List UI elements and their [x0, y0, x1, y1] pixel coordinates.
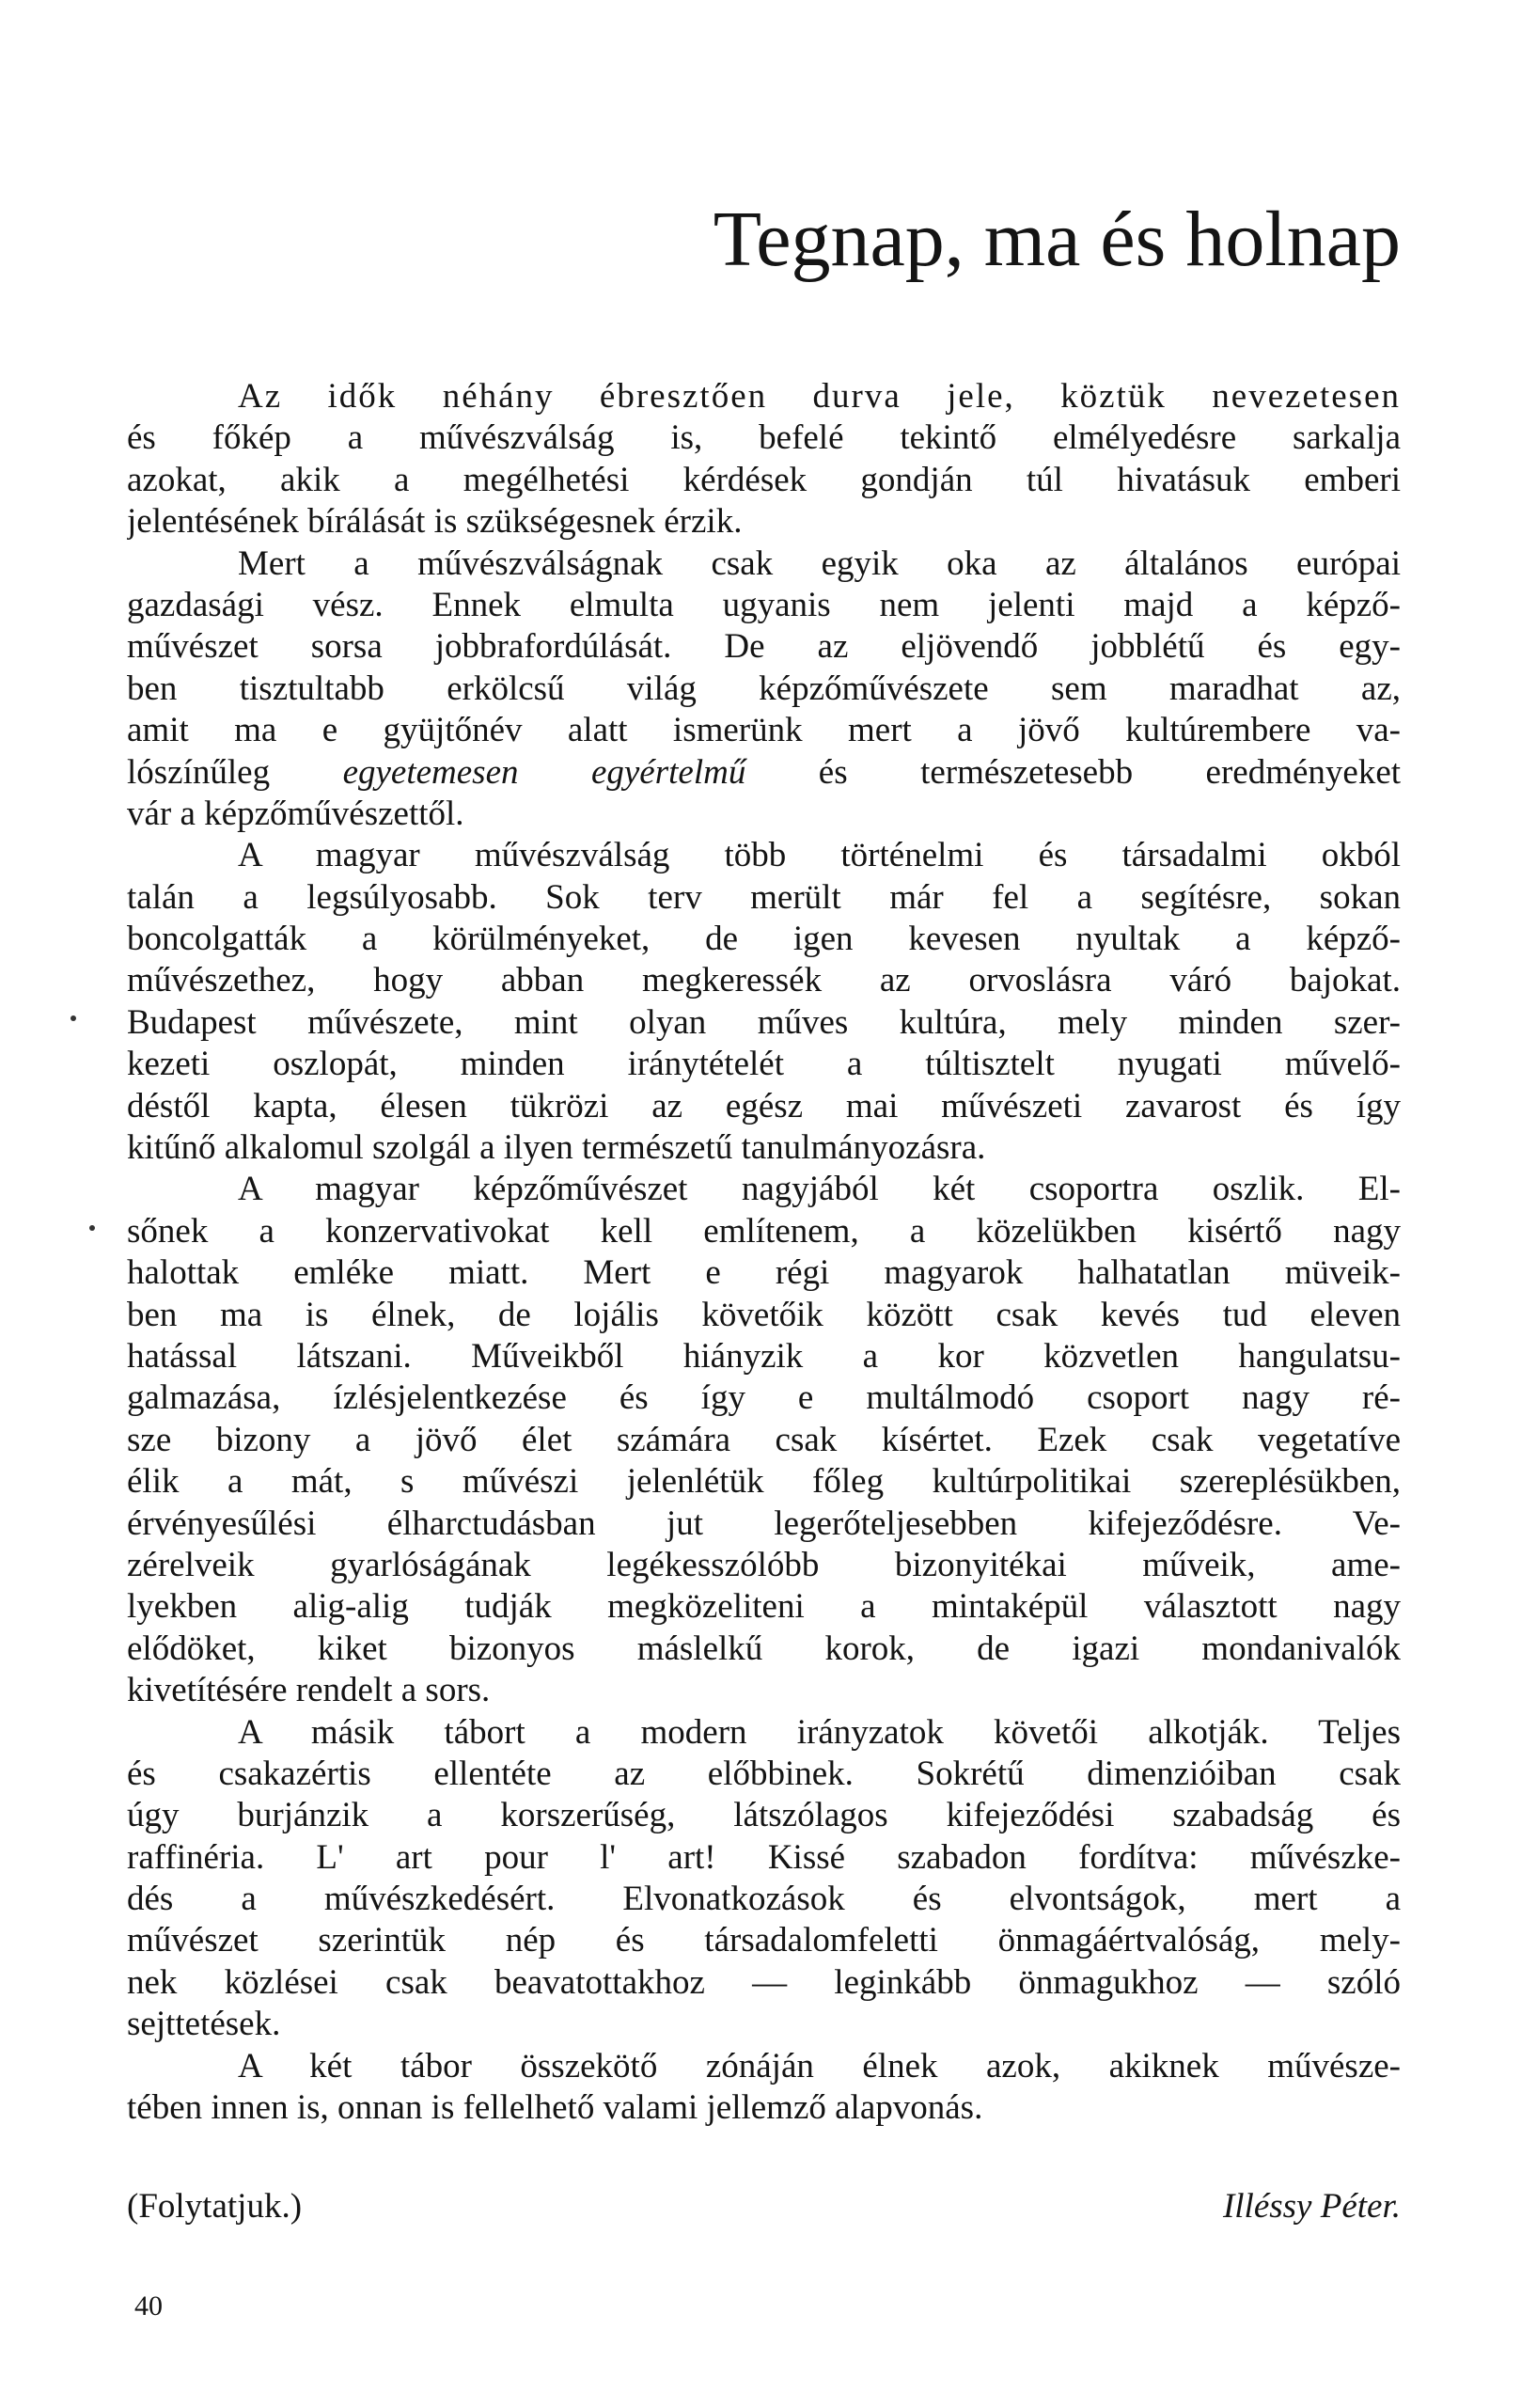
text-line: kivetítésére rendelt a sors. — [127, 1671, 491, 1710]
text-line: művészet szerintük nép és társadalomfeletti önmagáértvalóság, mely- — [127, 1921, 1401, 1960]
text-line: jelentésének bírálását is szükségesnek érzik. — [127, 502, 743, 542]
text-line: kitűnő alkalomul szolgál a ilyen természetű tanulmányozásra. — [127, 1128, 986, 1168]
text-line: azokat, akik a megélhetési kérdések gondján túl hivatásuk emberi — [127, 460, 1401, 499]
text-line: ben tisztultabb erkölcsű világ képzőművészete sem maradhat az, — [127, 669, 1401, 708]
text-line: érvényesűlési élharctudásban jut legerőteljesebben kifejeződésre. Ve- — [127, 1503, 1401, 1543]
article-title: Tegnap, ma és holnap — [713, 196, 1401, 283]
paragraph-4 — [127, 1169, 1401, 1711]
text-line: gazdasági vész. Ennek elmulta ugyanis nem jelenti majd a képző- — [127, 585, 1401, 624]
text-line: hatással látszani. Műveikből hiányzik a kor közvetlen hangulatsu- — [127, 1336, 1401, 1376]
text-line: sejttetések. — [127, 2005, 281, 2044]
text-line: tében innen is, onnan is fellelhető valami jellemző alapvonás. — [127, 2088, 983, 2128]
continued-note: (Folytatjuk.) — [127, 2187, 303, 2226]
paragraph-1 — [127, 376, 1401, 543]
paragraph-6 — [127, 2046, 1401, 2130]
text-line: déstől kapta, élesen tükrözi az egész mai művészeti zavarost és így — [127, 1086, 1401, 1125]
page-number: 40 — [134, 2290, 163, 2321]
text-line: vár a képzőművészettől. — [127, 794, 464, 833]
paragraph-5 — [127, 1712, 1401, 2046]
text-line: nek közlései csak beavatottakhoz — leginkább önmagukhoz — szóló — [127, 1962, 1401, 2002]
author-signature: Illéssy Péter. — [1222, 2187, 1401, 2226]
text-line: talán a legsúlyosabb. Sok terv merült már fel a segítésre, sokan — [127, 877, 1401, 917]
text-line: művészet sorsa jobbrafordúlását. De az eljövendő jobblétű és egy- — [127, 627, 1401, 667]
text-line: úgy burjánzik a korszerűség, látszólagos kifejeződési szabadság és — [127, 1796, 1401, 1835]
margin-speck — [89, 1225, 95, 1231]
text-line: raffinéria. L' art pour l' art! Kissé szabadon fordítva: művészke- — [127, 1837, 1401, 1877]
text-line-with-emphasis — [127, 752, 1401, 794]
text-line: és főkép a művészválság is, befelé tekintő elmélyedésre sarkalja — [127, 418, 1401, 458]
paragraph-3 — [127, 835, 1401, 1169]
text-line: Budapest művészete, mint olyan műves kultúra, mely minden szer- — [127, 1002, 1401, 1042]
text-line: boncolgatták a körülményeket, de igen kevesen nyultak a képző- — [127, 920, 1401, 959]
text-line: ben ma is élnek, de lojális követőik között csak kevés tud eleven — [127, 1295, 1401, 1334]
text-line: lyekben alig-alig tudják megközeliteni a mintaképül választott nagy — [127, 1587, 1401, 1627]
text-line: Az idők néhány ébresztően durva jele, köztük nevezetesen — [238, 377, 1401, 416]
text-line: halottak emléke miatt. Mert e régi magyarok halhatatlan müveik- — [127, 1253, 1401, 1293]
text-line: amit ma e gyüjtőnév alatt ismerünk mert a jövő kultúrembere va- — [127, 711, 1401, 750]
text-line: Mert a művészválságnak csak egyik oka az általános európai — [238, 543, 1401, 583]
text-line: A magyar képzőművészet nagyjából két csoportra oszlik. El- — [238, 1170, 1401, 1209]
text-line: kezeti oszlopát, minden iránytételét a túltisztelt nyugati művelő- — [127, 1045, 1401, 1084]
text-fragment: lószínűleg — [127, 752, 271, 792]
text-fragment: és természetesebb eredményeket — [818, 752, 1401, 792]
text-line: elődöket, kiket bizonyos máslelkű korok, de igazi mondanivalók — [127, 1629, 1401, 1668]
paragraph-2 — [127, 543, 1401, 836]
text-line: A két tábor összekötő zónáján élnek azok, akiknek művésze- — [238, 2046, 1401, 2085]
text-line: művészethez, hogy abban megkeressék az orvoslásra váró bajokat. — [127, 961, 1401, 1000]
text-line: sőnek a konzervativokat kell említenem, a közelükben kisértő nagy — [127, 1211, 1401, 1251]
article-body — [127, 376, 1401, 2129]
text-line: sze bizony a jövő élet számára csak kísértet. Ezek csak vegetatíve — [127, 1420, 1401, 1459]
text-line: dés a művészkedésért. Elvonatkozások és elvontságok, mert a — [127, 1880, 1401, 1919]
text-line: galmazása, ízlésjelentkezése és így e multálmodó csoport nagy ré- — [127, 1378, 1401, 1418]
margin-speck — [71, 1015, 76, 1021]
emphasized-text: egyetemesen egyértelmű — [342, 752, 746, 792]
text-line: és csakazértis ellentéte az előbbinek. Sokrétű dimenzióiban csak — [127, 1754, 1401, 1793]
text-line: élik a mát, s művészi jelenlétük főleg kultúrpolitikai szereplésükben, — [127, 1462, 1401, 1502]
text-line: zérelveik gyarlóságának legékesszólóbb bizonyitékai műveik, ame- — [127, 1545, 1401, 1584]
text-line: A magyar művészválság több történelmi és társadalmi okból — [238, 836, 1401, 875]
text-line: A másik tábort a modern irányzatok követői alkotják. Teljes — [238, 1712, 1401, 1752]
